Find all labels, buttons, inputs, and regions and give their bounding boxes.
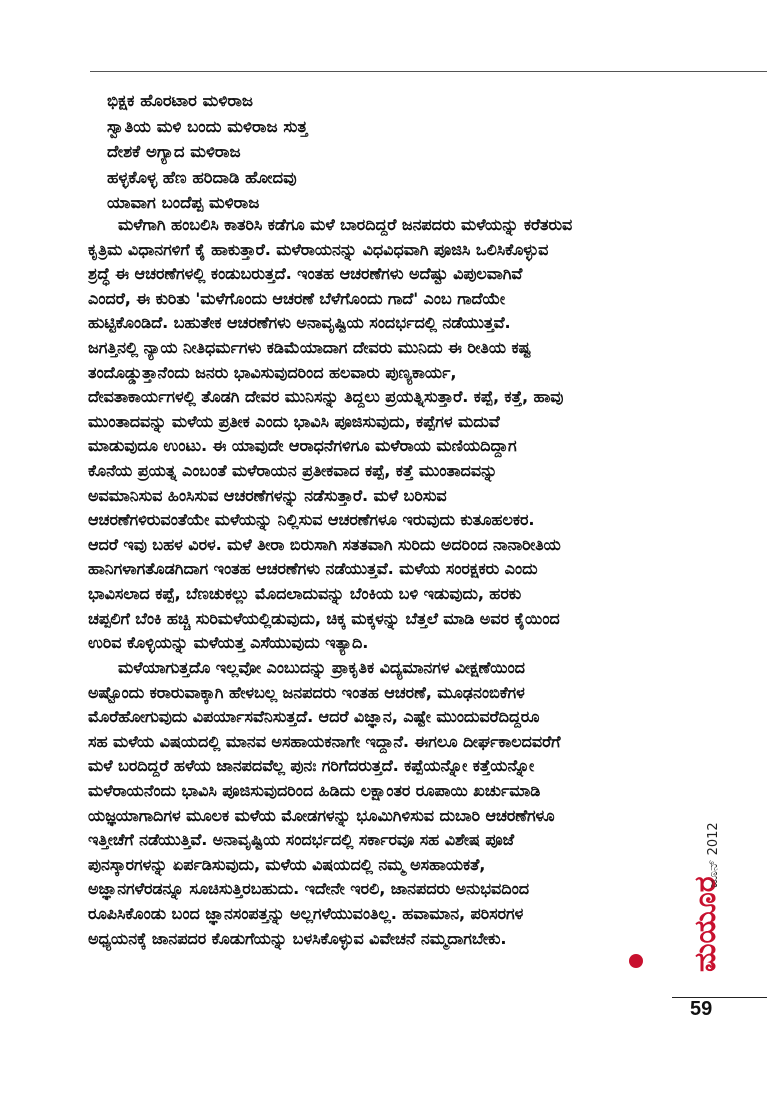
text-line: ಆದರೆ ಇವು ಬಹಳ ವಿರಳ. ಮಳೆ ತೀರಾ ಬಿರುಸಾಗಿ ಸತತವಾಗಿ ಸುರಿದು ಅದರಿಂದ ನಾನಾರೀತಿಯ (88, 534, 561, 554)
text-line: ಚಪ್ಪಲಿಗೆ ಬೆಂಕಿ ಹಚ್ಚಿ ಸುರಿಮಳೆಯಲ್ಲಿಡುವುದು, ಚಿಕ್ಕ ಮಕ್ಕಳನ್ನು ಬೆತ್ತಲೆ ಮಾಡಿ ಅವರ ಕೈಯಿಂದ (88, 608, 560, 628)
text-line: ಹಾನಿಗಳಾಗತೊಡಗಿದಾಗ ಇಂತಹ ಆಚರಣೆಗಳು ನಡೆಯುತ್ತವೆ. ಮಳೆಯ ಸಂರಕ್ಷಕರು ಎಂದು (88, 559, 538, 579)
folk-verse (107, 88, 507, 216)
verse-line: ಹಳ್ಳಕೊಳ್ಳ ಹೆಣ ಹರಿದಾಡಿ ಹೋದವು (107, 167, 297, 187)
text-line: ಶ್ರದ್ಧೆ ಈ ಆಚರಣೆಗಳಲ್ಲಿ ಕಂಡುಬರುತ್ತದೆ. ಇಂತಹ ಆಚರಣೆಗಳು ಅದೆಷ್ಟು ವಿಪುಲವಾಗಿವೆ (88, 264, 523, 284)
text-line: ಆಚರಣೆಗಳಿರುವಂತೆಯೇ ಮಳೆಯನ್ನು ನಿಲ್ಲಿಸುವ ಆಚರಣೆಗಳೂ ಇರುವುದು ಕುತೂಹಲಕರ. (88, 510, 535, 530)
text-line: ಮಳೆಗಾಗಿ ಹಂಬಲಿಸಿ ಕಾತರಿಸಿ ಕಡೆಗೂ ಮಳೆ ಬಾರದಿದ್ದರೆ ಜನಪದರು ಮಳೆಯನ್ನು ಕರೆತರುವ (118, 215, 573, 234)
text-line: ಮಾಡುವುದೂ ಉಂಟು. ಈ ಯಾವುದೇ ಆರಾಧನೆಗಳಿಗೂ ಮಳೆರಾಯ ಮಣಿಯದಿದ್ದಾಗ (88, 436, 517, 456)
top-rule (90, 71, 767, 72)
text-line: ಪುನಸ್ಕಾರಗಳನ್ನು ಏರ್ಪಡಿಸುವುದು, ಮಳೆಯ ವಿಷಯದಲ್ಲಿ ನಮ್ಮ ಅಸಹಾಯಕತೆ, (88, 854, 486, 874)
verse-line: ದೇಶಕೆ ಅಗ್ಯಾದ ಮಳಿರಾಜ (107, 142, 241, 162)
text-line: ಸಹ ಮಳೆಯ ವಿಷಯದಲ್ಲಿ ಮಾನವ ಅಸಹಾಯಕನಾಗೇ ಇದ್ದಾನೆ. ಈಗಲೂ ದೀರ್ಘಕಾಲದವರೆಗೆ (88, 731, 561, 751)
red-dot-ornament (629, 954, 643, 968)
text-line: ಮುಂತಾದವನ್ನು ಮಳೆಯ ಪ್ರತೀಕ ಎಂದು ಭಾವಿಸಿ ಪೂಜಿಸುವುದು, ಕಪ್ಪೆಗಳ ಮದುವೆ (88, 411, 500, 431)
text-line: ಉರಿವ ಕೊಳ್ಳಿಯನ್ನು ಮಳೆಯತ್ತ ಎಸೆಯುವುದು ಇತ್ಯಾದಿ. (88, 633, 369, 653)
text-line: ಅಧ್ಯಯನಕ್ಕೆ ಜಾನಪದರ ಕೊಡುಗೆಯನ್ನು ಬಳಸಿಕೊಳ್ಳುವ ವಿವೇಚನೆ ನಮ್ಮದಾಗಬೇಕು. (88, 928, 507, 948)
body-paragraph-2 (88, 656, 664, 951)
text-line: ಯಜ್ಞಯಾಗಾದಿಗಳ ಮೂಲಕ ಮಳೆಯ ಮೋಡಗಳನ್ನು ಭೂಮಿಗಿಳಿಸುವ ದುಬಾರಿ ಆಚರಣೆಗಳೂ (88, 805, 555, 825)
text-line: ಮಳೆಯಾಗುತ್ತದೊ ಇಲ್ಲವೋ ಎಂಬುದನ್ನು ಪ್ರಾಕೃತಿಕ ವಿದ್ಯಮಾನಗಳ ವೀಕ್ಷಣೆಯಿಂದ (118, 658, 525, 677)
verse-line: ಸ್ವಾತಿಯ ಮಳಿ ಬಂದು ಮಳಿರಾಜ ಸುತ್ತ (107, 116, 308, 136)
text-line: ಹುಟ್ಟಿಕೊಂಡಿದೆ. ಬಹುತೇಕ ಆಚರಣೆಗಳು ಅನಾವೃಷ್ಟಿಯ ಸಂದರ್ಭದಲ್ಲಿ ನಡೆಯುತ್ತವೆ. (88, 313, 511, 333)
body-paragraph-1 (88, 213, 664, 656)
text-line: ಕೊನೆಯ ಪ್ರಯತ್ನ ಎಂಬಂತೆ ಮಳೆರಾಯನ ಪ್ರತೀಕವಾದ ಕಪ್ಪೆ, ಕತ್ತೆ ಮುಂತಾದವನ್ನು (88, 460, 498, 480)
text-line: ಮಳೆ ಬರದಿದ್ದರೆ ಹಳೆಯ ಜಾನಪದವೆಲ್ಲ ಪುನಃ ಗರಿಗೆದರುತ್ತದೆ. ಕಪ್ಪೆಯನ್ನೋ ಕತ್ತೆಯನ್ನೋ (88, 756, 535, 776)
text-line: ಅಜ್ಞಾನಗಳೆರಡನ್ನೂ ಸೂಚಿಸುತ್ತಿರಬಹುದು. ಇದೇನೇ ಇರಲಿ, ಜಾನಪದರು ಅನುಭವದಿಂದ (88, 879, 530, 899)
magazine-logo: ಮಯೂರ (688, 876, 723, 972)
text-line: ಅಷ್ಟೊಂದು ಕರಾರುವಾಕ್ಕಾಗಿ ಹೇಳಬಲ್ಲ ಜನಪದರು ಇಂತಹ ಆಚರಣೆ, ಮೂಢನಂಬಿಕೆಗಳ (88, 682, 525, 702)
text-line: ತಂದೊಡ್ಡುತ್ತಾನೆಂದು ಜನರು ಭಾವಿಸುವುದರಿಂದ ಹಲವಾರು ಪುಣ್ಯಕಾರ್ಯ, (88, 362, 457, 382)
text-line: ರೂಪಿಸಿಕೊಂಡು ಬಂದ ಜ್ಞಾನಸಂಪತ್ತನ್ನು ಅಲ್ಲಗಳೆಯುವಂತಿಲ್ಲ. ಹವಾಮಾನ, ಪರಿಸರಗಳ (88, 903, 524, 923)
page-number: 59 (690, 998, 713, 1020)
issue-date: ಜೂನ್ 2012 (706, 822, 721, 888)
verse-line: ಯಾವಾಗ ಬಂದೆಪ್ಪ ಮಳಿರಾಜ (107, 193, 260, 213)
text-line: ಜಗತ್ತಿನಲ್ಲಿ ನ್ಯಾಯ ನೀತಿಧರ್ಮಗಳು ಕಡಿಮೆಯಾದಾಗ ದೇವರು ಮುನಿದು ಈ ರೀತಿಯ ಕಷ್ಟ (88, 337, 531, 357)
text-line: ಕೃತ್ರಿಮ ವಿಧಾನಗಳಿಗೆ ಕೈ ಹಾಕುತ್ತಾರೆ. ಮಳೆರಾಯನನ್ನು ವಿಧವಿಧವಾಗಿ ಪೂಜಿಸಿ ಒಲಿಸಿಕೊಳ್ಳುವ (88, 239, 549, 259)
verse-line: ಭಿಕ್ಷಕ ಹೊರಟಾರ ಮಳಿರಾಜ (107, 91, 253, 110)
text-line: ಅವಮಾನಿಸುವ ಹಿಂಸಿಸುವ ಆಚರಣೆಗಳನ್ನು ನಡೆಸುತ್ತಾರೆ. ಮಳೆ ಬರಿಸುವ (88, 485, 447, 505)
text-line: ಮೊರೆಹೋಗುವುದು ವಿಪರ್ಯಾಸವೆನಿಸುತ್ತದೆ. ಆದರೆ ವಿಜ್ಞಾನ, ಎಷ್ಟೇ ಮುಂದುವರೆದಿದ್ದರೂ (88, 707, 540, 727)
text-line: ಇತ್ತೀಚೆಗೆ ನಡೆಯುತ್ತಿವೆ. ಅನಾವೃಷ್ಟಿಯ ಸಂದರ್ಭದಲ್ಲಿ ಸರ್ಕಾರವೂ ಸಹ ವಿಶೇಷ ಪೂಜೆ (88, 830, 515, 850)
text-line: ಮಳೆರಾಯನೆಂದು ಭಾವಿಸಿ ಪೂಜಿಸುವುದರಿಂದ ಹಿಡಿದು ಲಕ್ಷಾಂತರ ರೂಪಾಯಿ ಖರ್ಚುಮಾಡಿ (88, 780, 541, 800)
text-line: ದೇವತಾಕಾರ್ಯಗಳಲ್ಲಿ ತೊಡಗಿ ದೇವರ ಮುನಿಸನ್ನು ತಿದ್ದಲು ಪ್ರಯತ್ನಿಸುತ್ತಾರೆ. ಕಪ್ಪೆ, ಕತ್ತೆ, ಹಾವು (88, 387, 564, 407)
text-line: ಭಾವಿಸಲಾದ ಕಪ್ಪೆ, ಬೆಣಚುಕಲ್ಲು ಮೊದಲಾದುವನ್ನು ಬೆಂಕಿಯ ಬಳಿ ಇಡುವುದು, ಹರಕು (88, 583, 522, 603)
footer-rule (672, 997, 767, 998)
text-line: ಎಂದರೆ, ಈ ಕುರಿತು 'ಮಳೆಗೊಂದು ಆಚರಣೆ ಬೆಳೆಗೊಂದು ಗಾದೆ' ಎಂಬ ಗಾದೆಯೇ (88, 288, 505, 308)
